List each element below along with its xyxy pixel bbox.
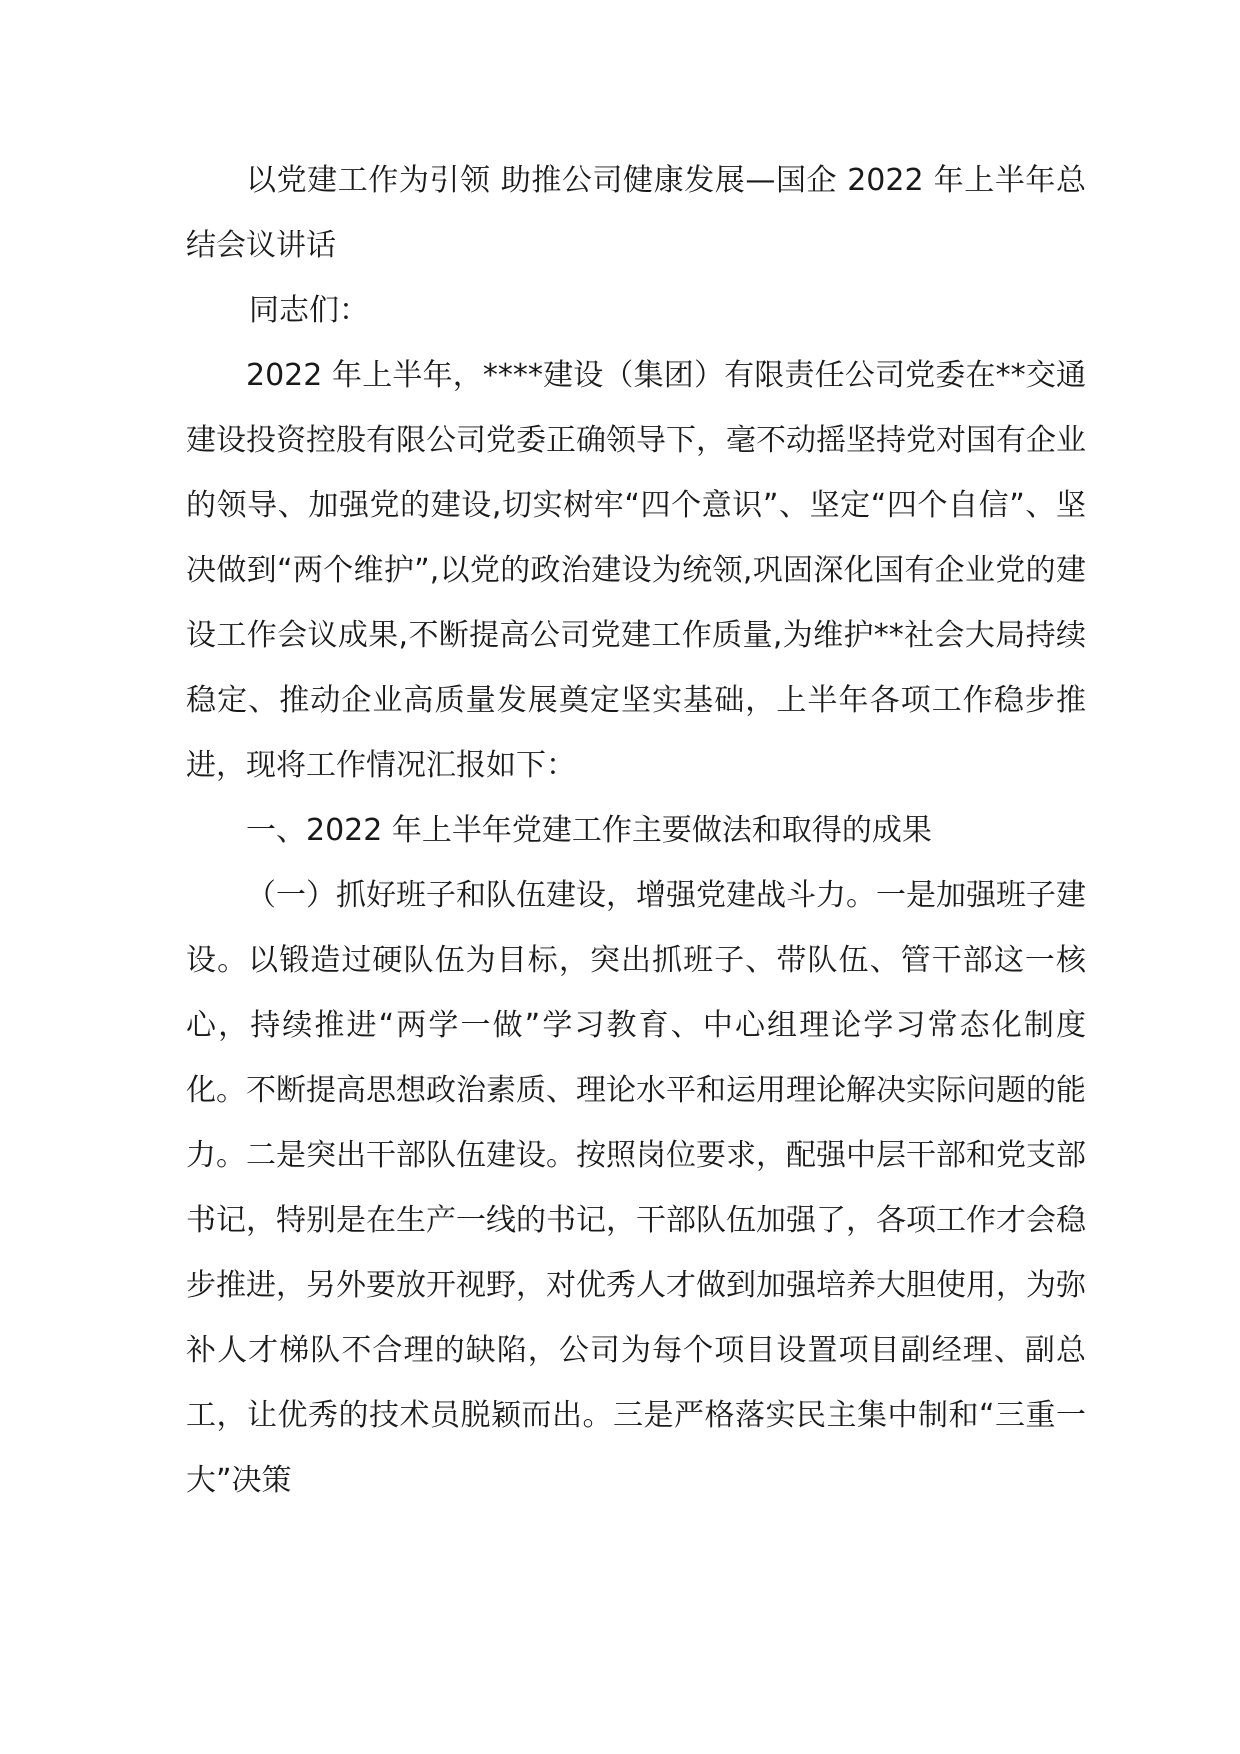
- paragraph-intro: 2022 年上半年，****建设（集团）有限责任公司党委在**交通建设投资控股有限公司党委正确领导下，毫不动摇坚持党对国有企业的领导、加强党的建设,切实树牢“四个意识”、坚定“四个自信”、坚决做到“两个维护”,以党的政治建设为统领,巩固深化国有企业党的建设工作会议成果,不断提高公司党建工作质量,为维护**社会大局持续稳定、推动企业高质量发展奠定坚实基础，上半年各项工作稳步推进，现将工作情况汇报如下：: [186, 358, 1086, 783]
- section-heading: 一、2022 年上半年党建工作主要做法和取得的成果: [246, 813, 932, 848]
- paragraph-team-building: （一）抓好班子和队伍建设，增强党建战斗力。一是加强班子建设。以锻造过硬队伍为目标，突出抓班子、带队伍、管干部这一核心，持续推进“两学一做”学习教育、中心组理论学习常态化制度化。不断提高思想政治素质、理论水平和运用理论解决实际问题的能力。二是突出干部队伍建设。按照岗位要求，配强中层干部和党支部书记，特别是在生产一线的书记，干部队伍加强了，各项工作才会稳步推进，另外要放开视野，对优秀人才做到加强培养大胆使用，为弥补人才梯队不合理的缺陷，公司为每个项目设置项目副经理、副总工，让优秀的技术员脱颖而出。三是严格落实民主集中制和“三重一大”决策: [186, 878, 1086, 1498]
- salutation: 同志们：: [249, 293, 369, 328]
- document-title: 以党建工作为引领 助推公司健康发展—国企 2022 年上半年总结会议讲话: [186, 163, 1086, 263]
- document-body: [186, 148, 1086, 1513]
